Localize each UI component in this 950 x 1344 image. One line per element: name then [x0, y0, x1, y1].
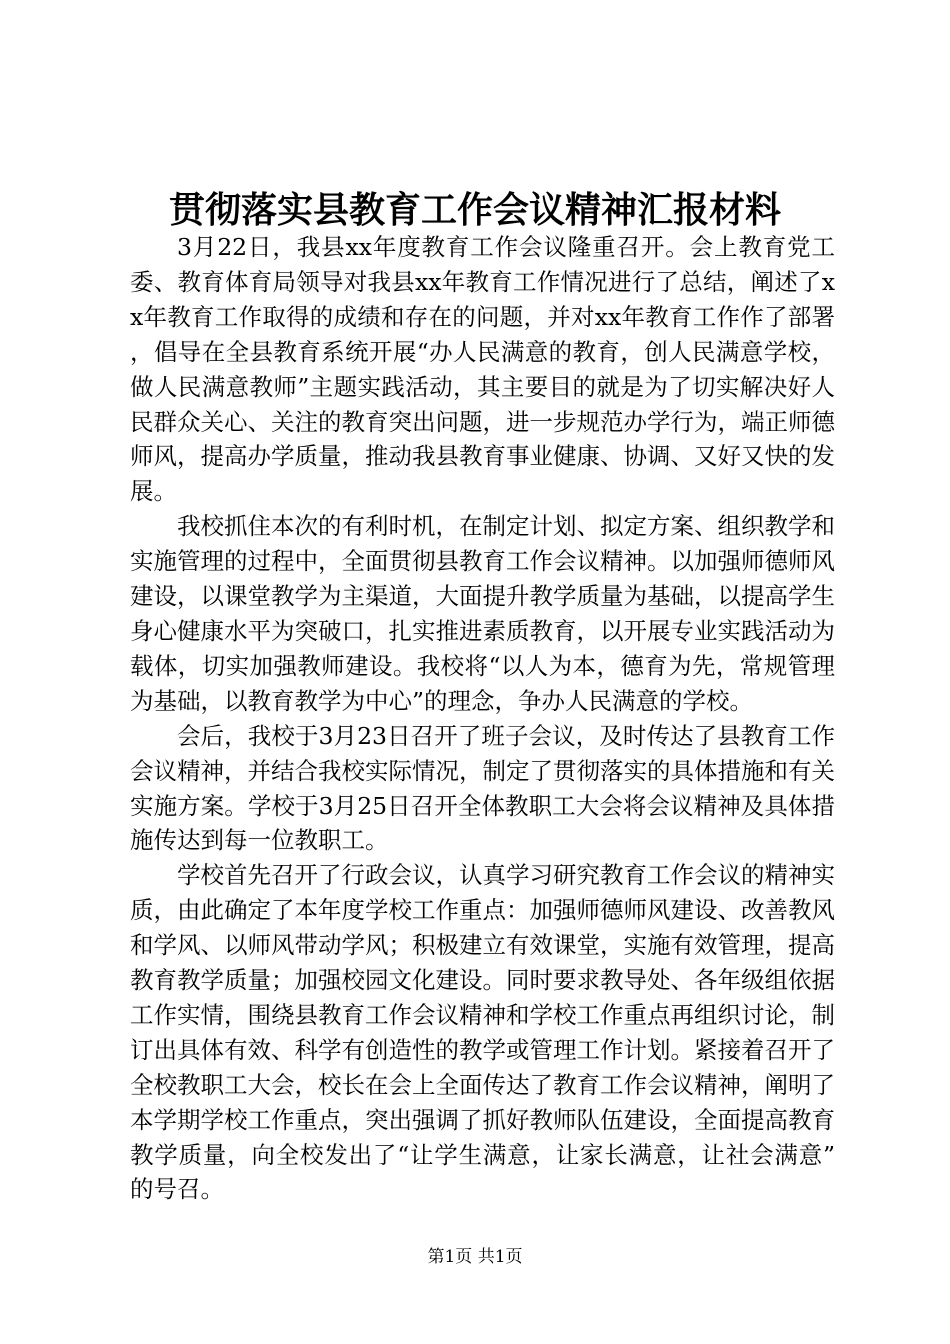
- document-body: [130, 230, 835, 1207]
- document-title: 贯彻落实县教育工作会议精神汇报材料: [168, 189, 781, 231]
- paragraph-2: 我校抓住本次的有利时机，在制定计划、拟定方案、组织教学和实施管理的过程中，全面贯彻县教育工作会议精神。以加强师德师风建设，以课堂教学为主渠道，大面提升教学质量为基础，以提高学生身心健康水平为突破口，扎实推进素质教育，以开展专业实践活动为载体，切实加强教师建设。我校将“以人为本，德育为先，常规管理为基础，以教育教学为中心”的理念，争办人民满意的学校。: [130, 512, 835, 715]
- page-number-footer: 第1页 共1页: [427, 1247, 523, 1267]
- paragraph-3: 会后，我校于3月23日召开了班子会议，及时传达了县教育工作会议精神，并结合我校实际情况，制定了贯彻落实的具体措施和有关实施方案。学校于3月25日召开全体教职工大会将会议精神及具体措施传达到每一位教职工。: [130, 721, 835, 855]
- paragraph-1: 3月22日，我县xx年度教育工作会议隆重召开。会上教育党工委、教育体育局领导对我县xx年教育工作情况进行了总结，阐述了xx年教育工作取得的成绩和存在的问题，并对xx年教育工作作了部署，倡导在全县教育系统开展“办人民满意的教育，创人民满意学校，做人民满意教师”主题实践活动，其主要目的就是为了切实解决好人民群众关心、关注的教育突出问题，进一步规范办学行为，端正师德师风，提高办学质量，推动我县教育事业健康、协调、又好又快的发展。: [130, 233, 835, 506]
- paragraph-4: 学校首先召开了行政会议，认真学习研究教育工作会议的精神实质，由此确定了本年度学校工作重点：加强师德师风建设、改善教风和学风、以师风带动学风；积极建立有效课堂，实施有效管理，提高教育教学质量；加强校园文化建设。同时要求教导处、各年级组依据工作实情，围绕县教育工作会议精神和学校工作重点再组织讨论，制订出具体有效、科学有创造性的教学或管理工作计划。紧接着召开了全校教职工大会，校长在会上全面传达了教育工作会议精神，阐明了本学期学校工作重点，突出强调了抓好教师队伍建设，全面提高教育教学质量，向全校发出了“让学生满意，让家长满意，让社会满意”的号召。: [130, 861, 835, 1204]
